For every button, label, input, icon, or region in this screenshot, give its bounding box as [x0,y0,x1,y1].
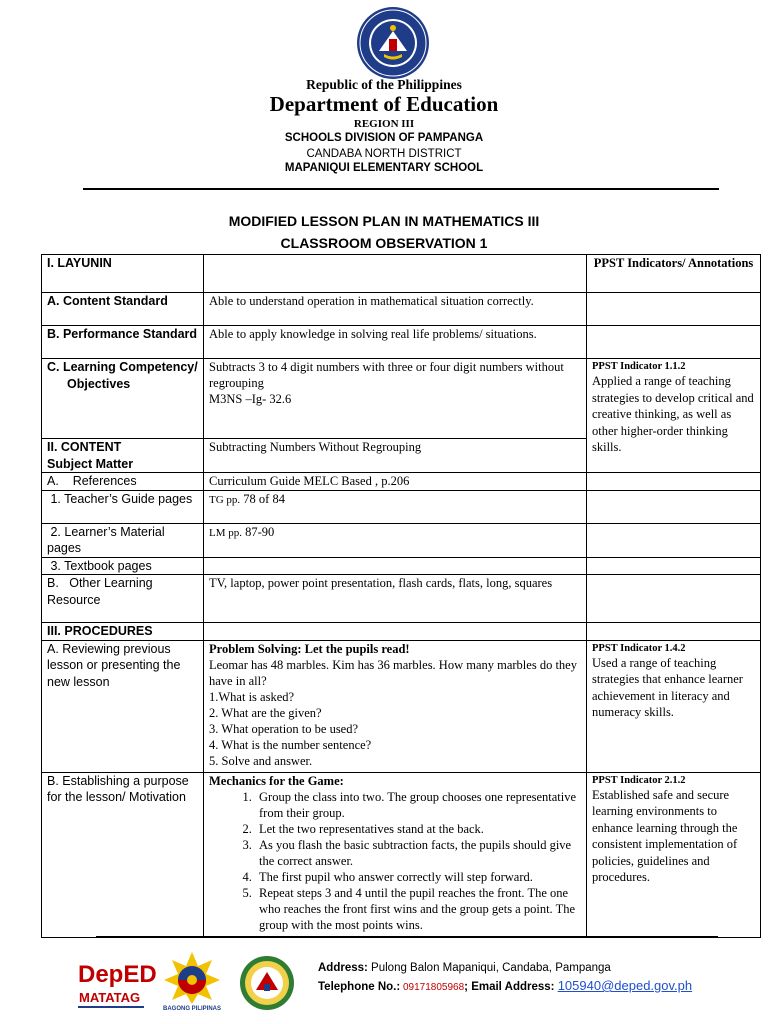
teachers-guide-label: 1. Teacher’s Guide pages [42,490,204,523]
procedures-label: III. PROCEDURES [42,623,204,641]
svg-text:BAGONG PILIPINAS: BAGONG PILIPINAS [162,1006,222,1012]
ppst-indicator-1-1-2: PPST Indicator 1.1.2 Applied a range of teaching strategies to develop critical and creative thinking, as well as other higher-order thinking skills. [587,359,761,473]
svg-text:MATATAG: MATATAG [79,990,141,1005]
table-row [42,490,761,523]
region-line: REGION III [353,118,415,130]
district-line: CANDABA NORTH DISTRICT [306,148,462,160]
telephone-number: 09171805968 [400,982,465,993]
lesson-plan-title: MODIFIED LESSON PLAN IN MATHEMATICS III [228,213,540,229]
reviewing-label: A. Reviewing previous lesson or presenting the new lesson [42,640,204,772]
table-row [42,359,761,439]
learners-material-label: 2. Learner’s Material pages [42,523,204,557]
header-divider [83,188,719,190]
content-standard-label: A. Content Standard [42,293,204,326]
list-item: 3. As you flash the basic subtraction facts, the pupils should give the correct answer. [255,837,581,869]
table-row [42,640,761,772]
ppst-indicator-2-1-2: PPST Indicator 2.1.2 Established safe and secure learning environments to enhance learning through the consistent implementation of policies, guidelines and procedures. [587,772,761,937]
list-item: 2. Let the two representatives stand at the back. [255,821,581,837]
table-row [42,623,761,641]
table-row [42,255,761,293]
performance-standard-label: B. Performance Standard [42,326,204,359]
list-item: 1. Group the class into two. The group chooses one representative from their group. [255,789,581,821]
content-standard-text: Able to understand operation in mathematical situation correctly. [204,293,587,326]
game-steps-list [209,789,581,933]
department-title: Department of Education [269,92,499,116]
svg-text:DepED: DepED [78,961,157,988]
division-line: SCHOOLS DIVISION OF PAMPANGA [284,132,484,144]
textbook-text [204,557,587,575]
school-line: MAPANIQUI ELEMENTARY SCHOOL [284,162,484,174]
table-row [42,575,761,623]
references-label: A. References [42,473,204,491]
school-seal-logo [236,954,298,1012]
table-row [42,557,761,575]
email-link[interactable]: 105940@deped.gov.ph [557,978,693,993]
observation-title: CLASSROOM OBSERVATION 1 [280,235,488,251]
table-row [42,523,761,557]
contact-line: Telephone No.: 09171805968; Email Address: 105940@deped.gov.ph [318,978,693,993]
textbook-label: 3. Textbook pages [42,557,204,575]
table-row [42,326,761,359]
deped-matatag-logo [78,960,157,1012]
establishing-purpose-label: B. Establishing a purpose for the lesson/ Motivation [42,772,204,937]
learning-competency-label: C. Learning Competency/ Objectives [42,359,204,439]
table-row [42,293,761,326]
subject-matter-text: Subtracting Numbers Without Regrouping [204,439,587,473]
list-item: 5. Repeat steps 3 and 4 until the pupil reaches the front. The one who reaches the front first wins and the group gets a point. The group with the most points wins. [255,885,581,933]
deped-seal-logo [356,6,430,80]
learning-competency-text: Subtracts 3 to 4 digit numbers with three or four digit numbers without regrouping M3NS –Ig- 32.6 [204,359,587,439]
reviewing-content: Problem Solving: Let the pupils read! Leomar has 48 marbles. Kim has 36 marbles. How many marbles do they have in all? 1.What is asked? 2. What are the given? 3. What operation to be used? 4. What is the number sentence? 5. Solve and answer. [204,640,587,772]
list-item: 4. The first pupil who answer correctly will step forward. [255,869,581,885]
table-row [42,473,761,491]
other-resources-text: TV, laptop, power point presentation, flash cards, flats, long, squares [204,575,587,623]
ppst-indicator-1-4-2: PPST Indicator 1.4.2 Used a range of teaching strategies that enhance learner achievement in literacy and numeracy skills. [587,640,761,772]
bagong-pilipinas-logo [160,950,224,1012]
other-resources-label: B. Other Learning Resource [42,575,204,623]
footer-divider [96,936,718,937]
performance-standard-text: Able to apply knowledge in solving real life problems/ situations. [204,326,587,359]
establishing-purpose-content: Mechanics for the Game: 1. Group the class into two. The group chooses one representative from their group. 2. Let the two representatives stand at the back. 3. As you flash the basic subtraction facts, the pupils should give the correct answer. 4. The first pupil who answer correctly will step forward. 5. Repeat steps 3 and 4 until the pupil reaches the front. The one who reaches the front first wins and the group gets a point. The group with the most points wins. [204,772,587,937]
teachers-guide-text: TG pp. 78 of 84 [204,490,587,523]
table-row [42,772,761,937]
republic-line: Republic of the Philippines [306,77,462,92]
content-label: II. CONTENT Subject Matter [42,439,204,473]
layunin-label: I. LAYUNIN [42,255,204,293]
learners-material-text: LM pp. 87-90 [204,523,587,557]
ppst-header: PPST Indicators/ Annotations [587,255,761,293]
references-text: Curriculum Guide MELC Based , p.206 [204,473,587,491]
lesson-plan-table [41,254,761,938]
school-address: Address: Pulong Balon Mapaniqui, Candaba, Pampanga [318,962,611,974]
